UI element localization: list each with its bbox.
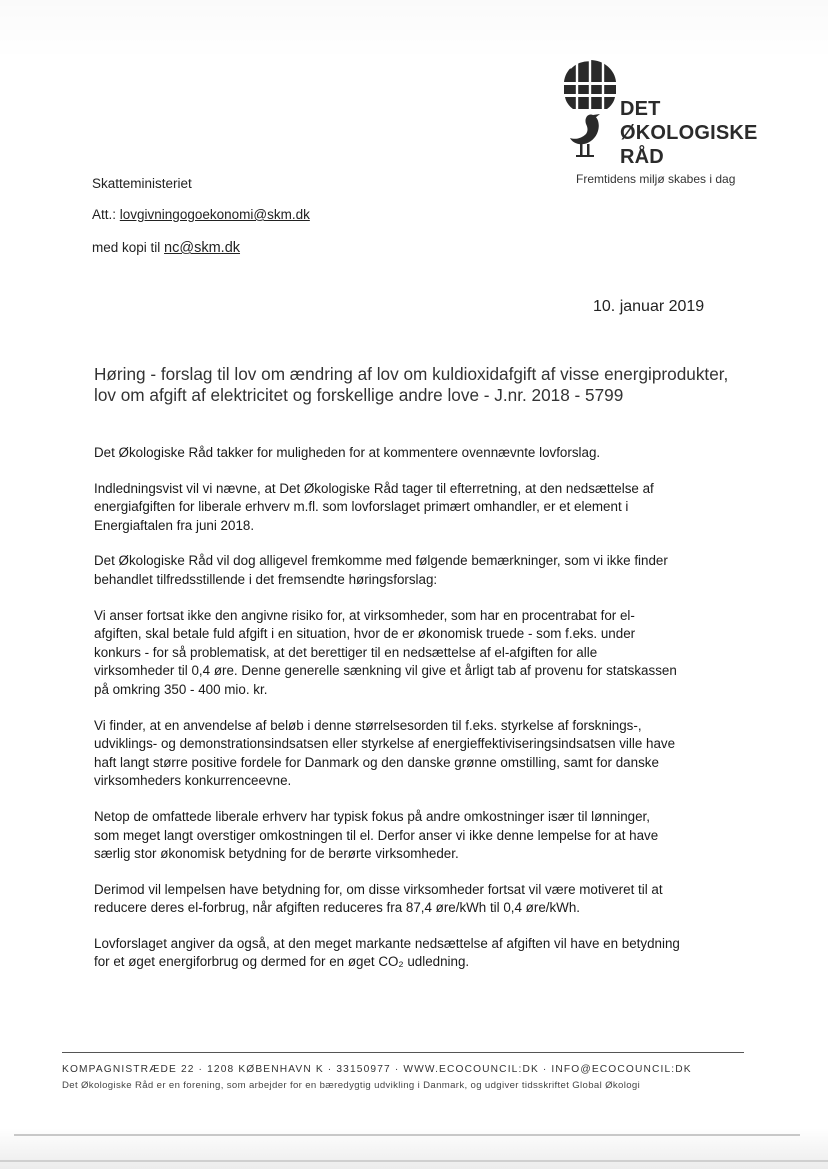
paragraph-line: Vi finder, at en anvendelse af beløb i denne størrelsesorden til f.eks. styrkelse af forsknings-, (94, 717, 642, 733)
body-paragraph (94, 881, 734, 918)
paragraph-line: udviklings- og demonstrationsindsatsen eller styrkelse af energieffektiviseringsindsatsen ville have (94, 736, 676, 752)
logo-text-line-1: DET (620, 98, 661, 120)
paragraph-line: Det Økologiske Råd vil dog alligevel fremkomme med følgende bemærkninger, som vi ikke finder (94, 553, 668, 569)
paragraph-line: behandlet tilfredsstillende i det fremsendte høringsforslag: (94, 571, 438, 587)
paragraph-line: Derimod vil lempelsen have betydning for, om disse virksomheder fortsat vil være motiveret til at (94, 881, 663, 897)
body-paragraph (94, 607, 734, 700)
paragraph-line: Indledningsvist vil vi nævne, at Det Økologiske Råd tager til efterretning, at den nedsættelse af (94, 480, 654, 496)
body-paragraph (94, 480, 734, 536)
organization-logo (560, 58, 760, 188)
paragraph-line: konkurs - for så problematisk, at det berettiger til en nedsættelse af el-afgiften for alle (94, 644, 598, 660)
scan-artifact-line (14, 1134, 800, 1136)
logo-text-line-3: RÅD (620, 146, 664, 168)
paragraph-line: Netop de omfattede liberale erhverv har typisk fokus på andre omkostninger især til lønninger, (94, 808, 650, 824)
paragraph-line: afgiften, skal betale fuld afgift i en situation, hvor de er økonomisk truede - som f.eks. under (94, 626, 636, 642)
body-paragraph (94, 808, 734, 864)
body-paragraph (94, 717, 734, 791)
footer-description: Det Økologiske Råd er en forening, som arbejder for en bæredygtig udvikling i Danmark, og udgiver tidsskriftet Global Økologi (62, 1080, 641, 1091)
attention-line (92, 207, 310, 222)
paragraph-line: Energiaftalen fra juni 2018. (94, 517, 255, 533)
paragraph-line: virksomheders konkurrenceevne. (94, 773, 292, 789)
paragraph-line: virksomheder til 0,4 øre. Denne generelle sænkning vil give et årligt tab af provenu for statskassen (94, 663, 677, 679)
body-paragraph (94, 552, 734, 589)
body-paragraph (94, 444, 734, 463)
subject-line-1: Høring - forslag til lov om ændring af lov om kuldioxidafgift af visse energiprodukter, (94, 364, 729, 384)
body-paragraph (94, 935, 734, 972)
attention-email-link[interactable]: lovgivningogoekonomi@skm.dk (119, 207, 310, 222)
copy-label: med kopi til (92, 240, 161, 255)
logo-text-line-2: ØKOLOGISKE (620, 122, 758, 144)
paragraph-line: Det Økologiske Råd takker for muligheden for at kommentere ovennævnte lovforslag. (94, 445, 601, 460)
paragraph-line: særlig stor økonomisk betydning for de berørte virksomheder. (94, 846, 459, 862)
copy-email-link[interactable]: nc@skm.dk (164, 240, 241, 256)
paragraph-line: på omkring 350 - 400 mio. kr. (94, 681, 268, 697)
paragraph-line: som meget langt overstiger omkostningen til el. Derfor anser vi ikke denne lempelse for at have (94, 827, 659, 843)
paragraph-line: Vi anser fortsat ikke den angivne risiko for, at virksomheder, som har en procentrabat for el- (94, 607, 635, 623)
logo-tagline: Fremtidens miljø skabes i dag (576, 172, 736, 186)
recipient-name: Skatteministeriet (92, 176, 192, 191)
paragraph-line: for et øget energiforbrug og dermed for en øget CO₂ udledning. (94, 954, 470, 970)
footer-divider (62, 1052, 744, 1053)
paragraph-line: energiafgiften for liberale erhverv m.fl. som lovforslaget primært omhandler, er et element i (94, 499, 629, 515)
scan-shade (0, 0, 828, 60)
footer-address: KOMPAGNISTRÆDE 22 · 1208 KØBENHAVN K · 33150977 · WWW.ECOCOUNCIL:DK · INFO@ECOCOUNCIL:DK (62, 1064, 692, 1075)
paragraph-line: reducere deres el-forbrug, når afgiften reduceres fra 87,4 øre/kWh til 0,4 øre/kWh. (94, 900, 580, 916)
scan-artifact-line (0, 1160, 828, 1162)
letter-date: 10. januar 2019 (593, 298, 705, 315)
subject-line-2: lov om afgift af elektricitet og forskellige andre love - J.nr. 2018 - 5799 (94, 385, 624, 405)
letter-body (94, 444, 734, 989)
copy-line (92, 240, 240, 256)
paragraph-line: haft langt større positive fordele for Danmark og den danske grønne omstilling, samt for danske (94, 754, 659, 770)
attention-label: Att.: (92, 207, 117, 222)
letter-subject (94, 364, 734, 406)
paragraph-line: Lovforslaget angiver da også, at den meget markante nedsættelse af afgiften vil have en betydning (94, 935, 680, 951)
